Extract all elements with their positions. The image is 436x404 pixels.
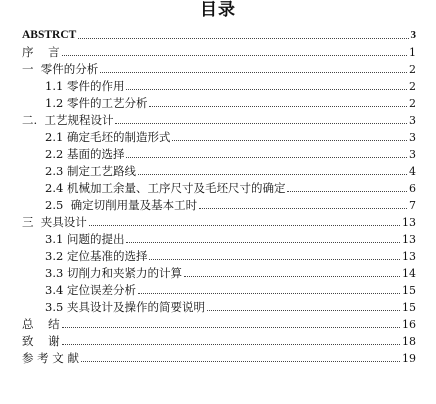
toc-entry[interactable]: [45, 78, 416, 95]
toc-entry-page: 15: [402, 301, 416, 314]
toc-entry[interactable]: [22, 27, 416, 44]
toc-entry-label: 2.4 机械加工余量、工序尺寸及毛坯尺寸的确定: [45, 181, 286, 195]
toc-entry-page: 6: [409, 182, 416, 195]
toc-entry-page: 13: [402, 250, 416, 263]
toc-entry-label: 参 考 文 献: [22, 351, 79, 365]
toc-entry-label: 1.2 零件的工艺分析: [45, 96, 148, 110]
toc-entry-page: 19: [402, 352, 416, 365]
dot-leader: [287, 190, 407, 192]
toc-entry[interactable]: [45, 129, 416, 146]
toc-entry[interactable]: [45, 265, 416, 282]
dot-leader: [184, 275, 400, 277]
toc-entry-page: 3: [409, 114, 416, 127]
toc-entry-page: 18: [402, 335, 416, 348]
toc-entry[interactable]: [45, 180, 416, 197]
toc-entry-page: 3: [409, 148, 416, 161]
toc-entry[interactable]: [22, 61, 416, 78]
toc-entry-label: 3.1 问题的提出: [45, 232, 125, 246]
dot-leader: [126, 241, 400, 243]
toc-entry[interactable]: [22, 214, 416, 231]
dot-leader: [89, 224, 400, 226]
toc-entry-page: 15: [402, 284, 416, 297]
toc-entry-page: 2: [409, 80, 416, 93]
toc-entry[interactable]: [22, 316, 416, 333]
toc-entry-page: 2: [409, 97, 416, 110]
dot-leader: [81, 360, 400, 362]
dot-leader: [149, 258, 400, 260]
toc-entry-page: 13: [402, 233, 416, 246]
dot-leader: [62, 326, 400, 328]
dot-leader: [126, 88, 407, 90]
toc-entry-label: 致 谢: [22, 334, 60, 348]
toc-entry-label: 2.1 确定毛坯的制造形式: [45, 130, 171, 144]
toc-entry[interactable]: [45, 95, 416, 112]
toc-entry-label: 1.1 零件的作用: [45, 79, 125, 93]
toc-entry-page: 3: [410, 29, 416, 41]
dot-leader: [207, 309, 400, 311]
toc-entry[interactable]: [45, 163, 416, 180]
toc-entry-page: 16: [402, 318, 416, 331]
toc-entry-page: 4: [409, 165, 416, 178]
dot-leader: [62, 343, 400, 345]
dot-leader: [78, 37, 408, 39]
toc-entry-label: 3.4 定位误差分析: [45, 283, 136, 297]
toc-entry-label: 2.3 制定工艺路线: [45, 164, 136, 178]
toc-entry-label: 二. 工艺规程设计: [22, 113, 114, 127]
dot-leader: [115, 122, 407, 124]
page-title: 目录: [200, 0, 236, 20]
toc-entry[interactable]: [45, 282, 416, 299]
toc-entry-label: 3.3 切削力和夹紧力的计算: [45, 266, 182, 280]
dot-leader: [172, 139, 407, 141]
dot-leader: [138, 173, 407, 175]
toc-entry-page: 14: [402, 267, 416, 280]
toc-entry-page: 7: [409, 199, 416, 212]
dot-leader: [126, 156, 407, 158]
toc-entry-page: 1: [409, 46, 416, 59]
toc-entry-page: 3: [409, 131, 416, 144]
toc-entry-label: 总 结: [22, 317, 60, 331]
dot-leader: [62, 54, 407, 56]
toc-entry[interactable]: [22, 44, 416, 61]
toc-entry[interactable]: [45, 146, 416, 163]
toc-entry-label: 2.2 基面的选择: [45, 147, 125, 161]
dot-leader: [149, 105, 407, 107]
toc-entry[interactable]: [22, 350, 416, 367]
dot-leader: [199, 207, 407, 209]
toc-entry-label: 三 夹具设计: [22, 215, 87, 229]
toc-entry-label: 3.5 夹具设计及操作的简要说明: [45, 300, 205, 314]
toc-entry-page: 13: [402, 216, 416, 229]
toc-entry[interactable]: [45, 248, 416, 265]
dot-leader: [100, 71, 407, 73]
dot-leader: [138, 292, 400, 294]
toc-entry-label: 序 言: [22, 45, 60, 59]
toc-entry[interactable]: [22, 333, 416, 350]
toc-entry-label: 一 零件的分析: [22, 62, 99, 76]
toc-entry-page: 2: [409, 63, 416, 76]
toc-entry[interactable]: [45, 231, 416, 248]
toc-entry[interactable]: [45, 299, 416, 316]
toc-entry-label: 3.2 定位基准的选择: [45, 249, 148, 263]
toc-entry[interactable]: [22, 112, 416, 129]
toc-entry[interactable]: [45, 197, 416, 214]
toc-entry-label: 2.5 确定切削用量及基本工时: [45, 198, 198, 212]
toc-entry-label: ABSTRCT: [22, 29, 77, 41]
